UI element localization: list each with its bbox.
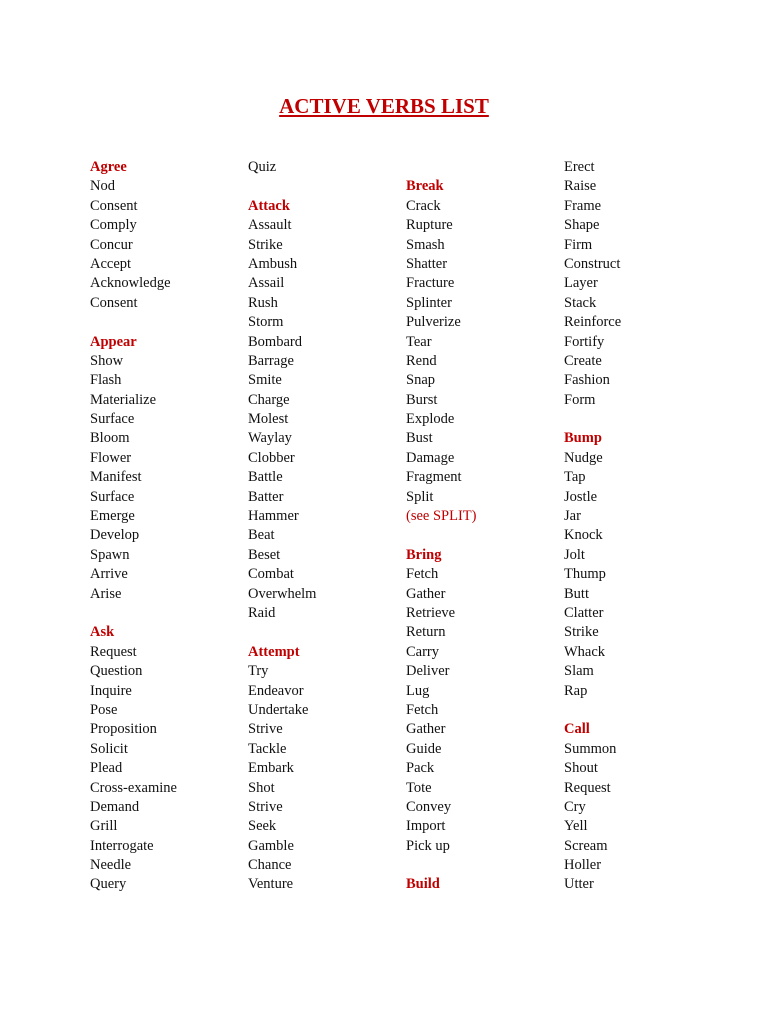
verb-item: Deliver xyxy=(406,663,450,680)
category-heading: Bump xyxy=(564,430,602,447)
verb-item: Lug xyxy=(406,682,430,699)
verb-item: Demand xyxy=(90,798,140,815)
verb-item: Molest xyxy=(248,411,289,428)
verb-column-2 xyxy=(248,158,406,895)
verb-item: Gamble xyxy=(248,837,294,854)
verb-item: Undertake xyxy=(248,701,309,718)
verb-item: Tear xyxy=(406,333,432,350)
verb-item: Ambush xyxy=(248,255,298,272)
verb-item: Consent xyxy=(90,197,138,214)
verb-item: Strive xyxy=(248,721,283,738)
verb-item: Retrieve xyxy=(406,604,456,621)
verb-item: Shape xyxy=(564,217,600,234)
verb-item: Stack xyxy=(564,294,597,311)
verb-item: Request xyxy=(564,779,611,796)
verb-item: Create xyxy=(564,352,602,369)
verb-item: Waylay xyxy=(248,430,292,447)
verb-item: Tap xyxy=(564,469,586,486)
verb-item: Summon xyxy=(564,740,617,757)
verb-item: Fetch xyxy=(406,701,439,718)
verb-item: Gather xyxy=(406,721,446,738)
verb-item: Question xyxy=(90,663,143,680)
verb-item: Quiz xyxy=(248,159,277,175)
verb-item: Plead xyxy=(90,760,123,777)
category-heading: Bring xyxy=(406,546,442,563)
verb-item: Beat xyxy=(248,527,275,544)
verb-item: Spawn xyxy=(90,546,130,563)
verb-item: Raise xyxy=(564,178,597,195)
spacer-row xyxy=(248,177,406,196)
verb-item: Gather xyxy=(406,585,446,602)
verb-item: Venture xyxy=(248,876,294,893)
verb-item: Flower xyxy=(90,449,132,466)
verb-item: Needle xyxy=(90,857,132,874)
spacer-row xyxy=(564,410,722,429)
verb-item: Combat xyxy=(248,566,294,583)
verb-item: Shatter xyxy=(406,255,448,272)
verb-item: Charge xyxy=(248,391,290,408)
verb-item: Splinter xyxy=(406,294,452,311)
verb-item: Pose xyxy=(90,701,118,718)
verb-item: Layer xyxy=(564,275,598,292)
verb-item: Jolt xyxy=(564,546,585,563)
verb-item: Scream xyxy=(564,837,608,854)
verb-item: Proposition xyxy=(90,721,157,738)
verb-item: Barrage xyxy=(248,352,294,369)
verb-columns xyxy=(0,158,768,918)
verb-item: Chance xyxy=(248,857,292,874)
verb-item: Beset xyxy=(248,546,281,563)
verb-item: Raid xyxy=(248,604,276,621)
verb-item: Endeavor xyxy=(248,682,304,699)
verb-item: Smite xyxy=(248,372,282,389)
category-heading: Attempt xyxy=(248,643,300,660)
spacer-row xyxy=(248,623,406,642)
spacer-row xyxy=(406,526,564,545)
verb-item: Strike xyxy=(564,624,599,641)
spacer-row xyxy=(564,701,722,720)
verb-item: Solicit xyxy=(90,740,128,757)
verb-item: Carry xyxy=(406,643,440,660)
verb-item: Emerge xyxy=(90,508,135,525)
verb-item: Fashion xyxy=(564,372,610,389)
verb-item: Tackle xyxy=(248,740,287,757)
verb-item: Batter xyxy=(248,488,284,505)
verb-item: Battle xyxy=(248,469,283,486)
verb-item: Form xyxy=(564,391,596,408)
verb-item: Rap xyxy=(564,682,588,699)
verb-item: Explode xyxy=(406,411,455,428)
verb-item: Concur xyxy=(90,236,133,253)
verb-item: Clobber xyxy=(248,449,295,466)
verb-item: Damage xyxy=(406,449,455,466)
verb-item: Acknowledge xyxy=(90,275,171,292)
verb-item: Burst xyxy=(406,391,438,408)
verb-item: Rupture xyxy=(406,217,453,234)
verb-item: Fetch xyxy=(406,566,439,583)
verb-item: Arrive xyxy=(90,566,128,583)
verb-item: Overwhelm xyxy=(248,585,317,602)
verb-item: Assail xyxy=(248,275,285,292)
verb-item: Snap xyxy=(406,372,435,389)
verb-item: Construct xyxy=(564,255,621,272)
category-heading: Ask xyxy=(90,624,115,641)
verb-item: Thump xyxy=(564,566,606,583)
verb-item: Rush xyxy=(248,294,278,311)
verb-item: Fragment xyxy=(406,469,462,486)
verb-item: Strive xyxy=(248,798,283,815)
category-heading: Attack xyxy=(248,197,290,214)
verb-item: Seek xyxy=(248,818,277,835)
verb-item: Rend xyxy=(406,352,437,369)
verb-item: Utter xyxy=(564,876,594,893)
page-title: ACTIVE VERBS LIST xyxy=(279,94,489,118)
verb-item: Manifest xyxy=(90,469,142,486)
verb-item: Shot xyxy=(248,779,275,796)
verb-item: Guide xyxy=(406,740,442,757)
verb-item: Smash xyxy=(406,236,445,253)
verb-item: Try xyxy=(248,663,269,680)
verb-column-3 xyxy=(406,158,564,895)
verb-item: Frame xyxy=(564,197,602,214)
verb-item: Comply xyxy=(90,217,137,234)
verb-column-4 xyxy=(564,158,722,895)
verb-item: Firm xyxy=(564,236,593,253)
verb-item: Show xyxy=(90,352,124,369)
verb-item: Storm xyxy=(248,314,284,331)
verb-item: Cross-examine xyxy=(90,779,177,796)
verb-item: Consent xyxy=(90,294,138,311)
verb-item: Pulverize xyxy=(406,314,461,331)
spacer-row xyxy=(90,313,248,332)
verb-item: Request xyxy=(90,643,137,660)
verb-item: Holler xyxy=(564,857,602,874)
verb-item: Jostle xyxy=(564,488,598,505)
verb-item: Yell xyxy=(564,818,588,835)
verb-item: Accept xyxy=(90,255,132,272)
verb-item: Bust xyxy=(406,430,433,447)
verb-item: Develop xyxy=(90,527,140,544)
verb-item: Reinforce xyxy=(564,314,622,331)
verb-item: Convey xyxy=(406,798,452,815)
verb-item: Bloom xyxy=(90,430,130,447)
verb-item: Butt xyxy=(564,585,589,602)
category-heading: Build xyxy=(406,876,440,893)
verb-item: Split xyxy=(406,488,434,505)
verb-item: Fracture xyxy=(406,275,455,292)
category-heading: Call xyxy=(564,721,590,738)
verb-column-1 xyxy=(90,158,248,895)
verb-item: Grill xyxy=(90,818,118,835)
verb-item: Surface xyxy=(90,411,135,428)
verb-item: Fortify xyxy=(564,333,605,350)
verb-item: Hammer xyxy=(248,508,299,525)
verb-item: Query xyxy=(90,876,127,893)
spacer-row xyxy=(90,604,248,623)
verb-item: Jar xyxy=(564,508,581,525)
verb-item: Interrogate xyxy=(90,837,154,854)
verb-item: Assault xyxy=(248,217,292,234)
verb-item: Nod xyxy=(90,178,115,195)
verb-item: Slam xyxy=(564,663,594,680)
verb-item: Import xyxy=(406,818,446,835)
verb-item: Surface xyxy=(90,488,135,505)
verb-item: Pack xyxy=(406,760,435,777)
verb-item: Bombard xyxy=(248,333,302,350)
verb-item: Arise xyxy=(90,585,122,602)
category-heading: Break xyxy=(406,178,444,195)
verb-item: Embark xyxy=(248,760,294,777)
verb-item: Cry xyxy=(564,798,586,815)
verb-item: Return xyxy=(406,624,446,641)
verb-item: Pick up xyxy=(406,837,450,854)
verb-item: Knock xyxy=(564,527,603,544)
spacer-row xyxy=(406,856,564,875)
verb-item: Nudge xyxy=(564,449,603,466)
category-heading: Agree xyxy=(90,159,127,175)
verb-item: Inquire xyxy=(90,682,132,699)
cross-reference-note: (see SPLIT) xyxy=(406,508,477,525)
category-heading: Appear xyxy=(90,333,137,350)
verb-item: Erect xyxy=(564,159,595,175)
verb-item: Flash xyxy=(90,372,122,389)
spacer-row xyxy=(406,158,564,177)
verb-item: Whack xyxy=(564,643,606,660)
verb-item: Shout xyxy=(564,760,598,777)
verb-item: Clatter xyxy=(564,604,604,621)
verb-item: Crack xyxy=(406,197,441,214)
verb-item: Materialize xyxy=(90,391,157,408)
verb-item: Strike xyxy=(248,236,283,253)
verb-item: Tote xyxy=(406,779,432,796)
